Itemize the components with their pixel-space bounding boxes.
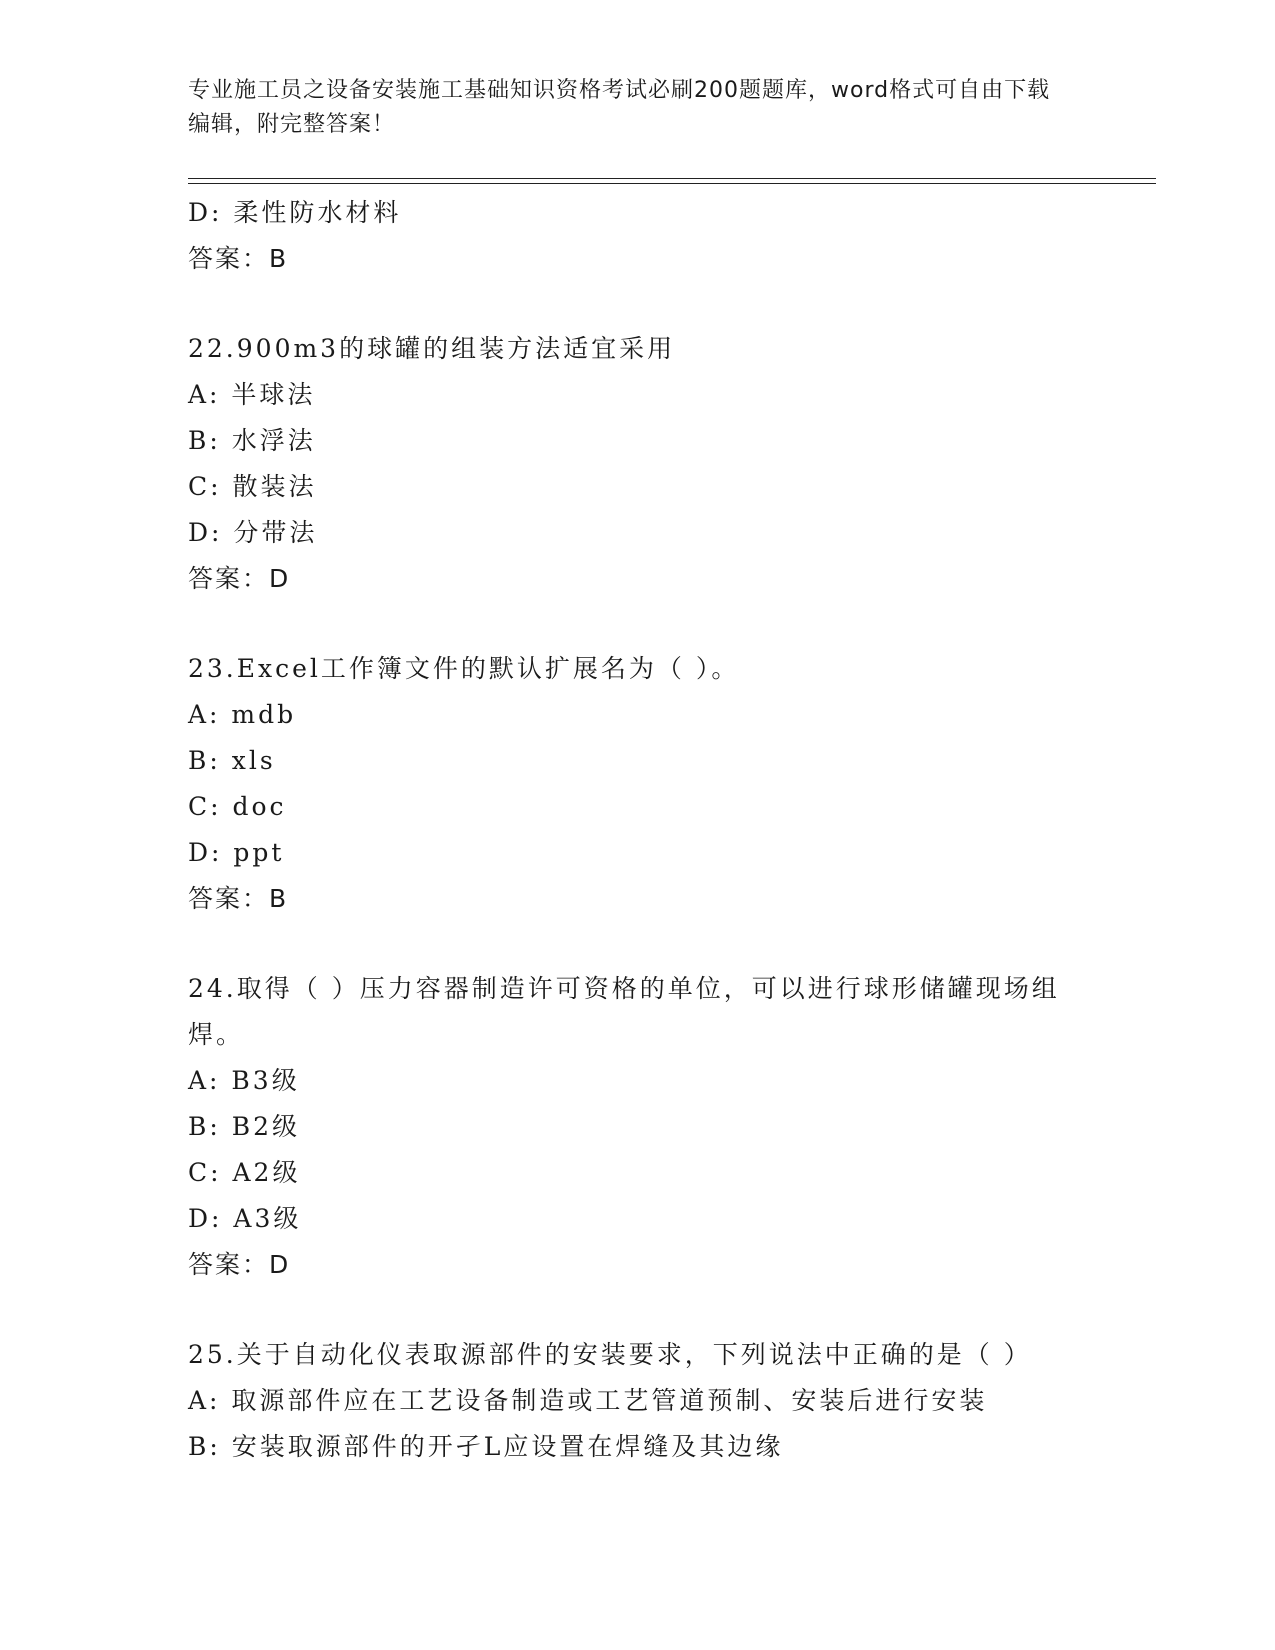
option-c: C: 散装法 xyxy=(188,472,317,501)
option-b: B: B2级 xyxy=(188,1112,301,1141)
header-rule-bottom xyxy=(188,183,1156,184)
question-25 xyxy=(188,1332,1108,1470)
option-d: D: 分带法 xyxy=(188,518,318,547)
option-a: A: 取源部件应在工艺设备制造或工艺管道预制、安装后进行安装 xyxy=(188,1386,988,1415)
carryover-answer: 答案：B xyxy=(188,244,289,273)
option-a: A: mdb xyxy=(188,700,297,729)
option-c: C: A2级 xyxy=(188,1158,301,1187)
question-stem: 23.Excel工作簿文件的默认扩展名为（ ）。 xyxy=(188,654,740,683)
document-header: 专业施工员之设备安装施工基础知识资格考试必刷200题题库，word格式可自由下载编辑，附完整答案！ xyxy=(188,78,1051,137)
option-b: B: 水浮法 xyxy=(188,426,316,455)
option-a: A: B3级 xyxy=(188,1066,300,1095)
question-22 xyxy=(188,326,1108,602)
question-answer: 答案：D xyxy=(188,564,291,593)
question-stem: 24.取得（ ）压力容器制造许可资格的单位，可以进行球形储罐现场组焊。 xyxy=(188,974,1060,1049)
header-rule-top xyxy=(188,178,1156,179)
question-stem: 25.关于自动化仪表取源部件的安装要求，下列说法中正确的是（ ） xyxy=(188,1340,1032,1369)
question-content xyxy=(188,190,1108,1470)
option-d: D: ppt xyxy=(188,838,285,867)
question-answer: 答案：D xyxy=(188,1250,291,1279)
option-d: D: A3级 xyxy=(188,1204,302,1233)
question-answer: 答案：B xyxy=(188,884,289,913)
carryover-option-d: D: 柔性防水材料 xyxy=(188,198,402,227)
option-c: C: doc xyxy=(188,792,287,821)
option-a: A: 半球法 xyxy=(188,380,316,409)
question-23 xyxy=(188,646,1108,922)
option-b: B: xls xyxy=(188,746,276,775)
question-24 xyxy=(188,966,1108,1288)
question-stem: 22.900m3的球罐的组装方法适宜采用 xyxy=(188,334,676,363)
option-b: B: 安装取源部件的开孑L应设置在焊缝及其边缘 xyxy=(188,1432,784,1461)
